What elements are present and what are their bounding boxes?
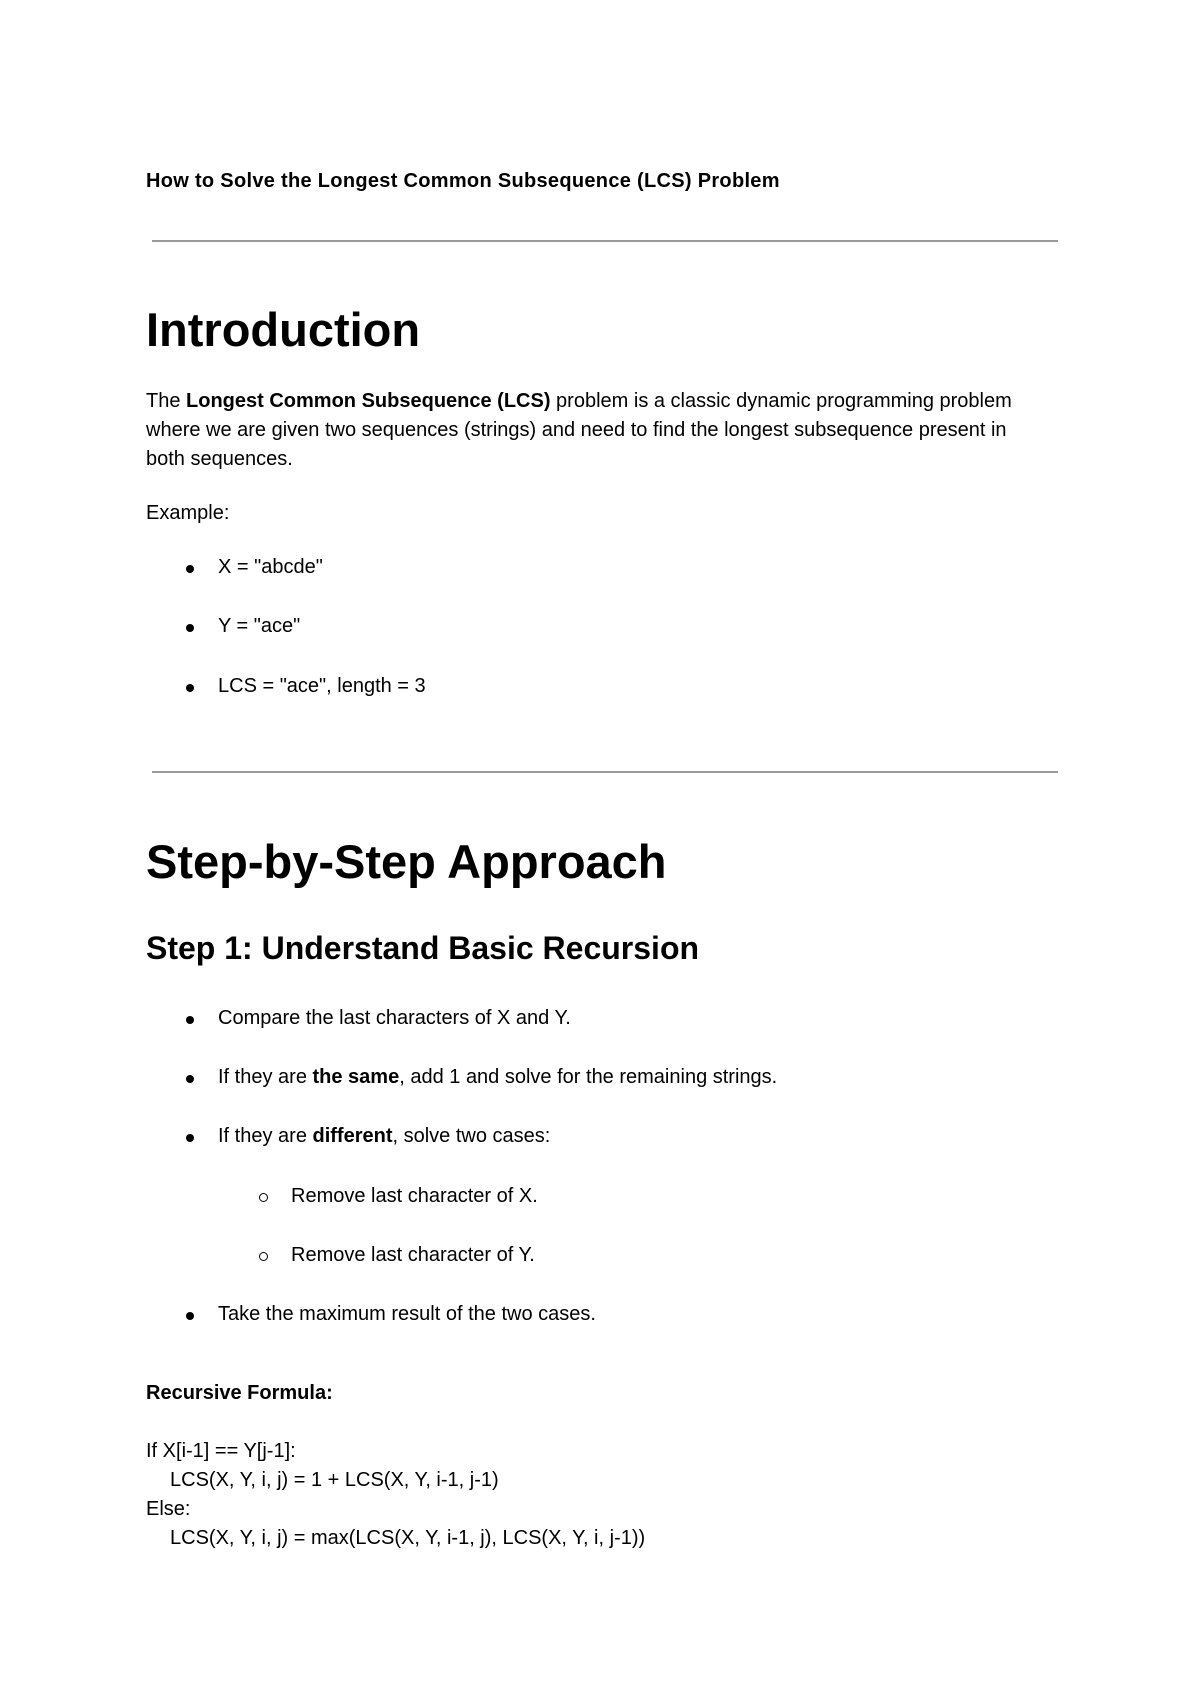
horizontal-rule — [152, 240, 1058, 242]
formula-line: LCS(X, Y, i, j) = max(LCS(X, Y, i-1, j), LCS(X, Y, i, j-1)) — [170, 1527, 646, 1549]
step1-item-suffix: , solve two cases: — [392, 1125, 551, 1147]
step1-subitem — [291, 1182, 538, 1211]
bullet-icon — [186, 684, 194, 692]
bullet-icon — [186, 1016, 194, 1024]
step1-item-text: Compare the last characters of X and Y. — [218, 1007, 571, 1029]
horizontal-rule — [152, 771, 1058, 773]
introduction-paragraph — [146, 387, 1046, 474]
step1-item — [218, 1300, 596, 1329]
step1-item — [218, 1122, 550, 1151]
step1-item-prefix: If they are — [218, 1125, 313, 1147]
step1-item-suffix: , add 1 and solve for the remaining strings. — [399, 1066, 778, 1088]
example-item — [218, 553, 323, 582]
intro-text-suffix: problem is a classic dynamic programming problem where we are given two sequences (strings) and need to find the longest subsequence present in both sequences. — [146, 390, 1012, 470]
step1-subitem-text: Remove last character of X. — [291, 1185, 538, 1207]
hollow-bullet-icon — [259, 1193, 268, 1202]
bullet-icon — [186, 565, 194, 573]
example-item — [218, 612, 300, 641]
example-item-text: X = "abcde" — [218, 556, 323, 578]
intro-text-bold: Longest Common Subsequence (LCS) — [186, 390, 551, 412]
step1-heading: Step 1: Understand Basic Recursion — [146, 930, 700, 966]
intro-text-prefix: The — [146, 390, 187, 412]
formula-line: LCS(X, Y, i, j) = 1 + LCS(X, Y, i-1, j-1) — [170, 1469, 499, 1491]
step1-item-prefix: If they are — [218, 1066, 313, 1088]
bullet-icon — [186, 624, 194, 632]
example-item-text: LCS = "ace", length = 3 — [218, 675, 426, 697]
formula-label: Recursive Formula: — [146, 1382, 333, 1404]
formula-line: If X[i-1] == Y[j-1]: — [146, 1440, 296, 1462]
example-label: Example: — [146, 502, 230, 524]
hollow-bullet-icon — [259, 1252, 268, 1261]
document-title: How to Solve the Longest Common Subsequence (LCS) Problem — [146, 170, 780, 192]
step1-item-bold: the same — [312, 1066, 400, 1088]
introduction-heading: Introduction — [146, 303, 421, 356]
step1-item — [218, 1004, 571, 1033]
bullet-icon — [186, 1075, 194, 1083]
step1-subitem — [291, 1241, 535, 1270]
example-item — [218, 672, 426, 701]
step1-item — [218, 1063, 777, 1092]
step1-item-bold: different — [312, 1125, 393, 1147]
bullet-icon — [186, 1312, 194, 1320]
approach-heading: Step-by-Step Approach — [146, 835, 667, 888]
example-item-text: Y = "ace" — [218, 615, 301, 637]
step1-item-text: Take the maximum result of the two cases. — [218, 1303, 596, 1325]
step1-subitem-text: Remove last character of Y. — [291, 1244, 535, 1266]
bullet-icon — [186, 1134, 194, 1142]
formula-line: Else: — [146, 1498, 191, 1520]
